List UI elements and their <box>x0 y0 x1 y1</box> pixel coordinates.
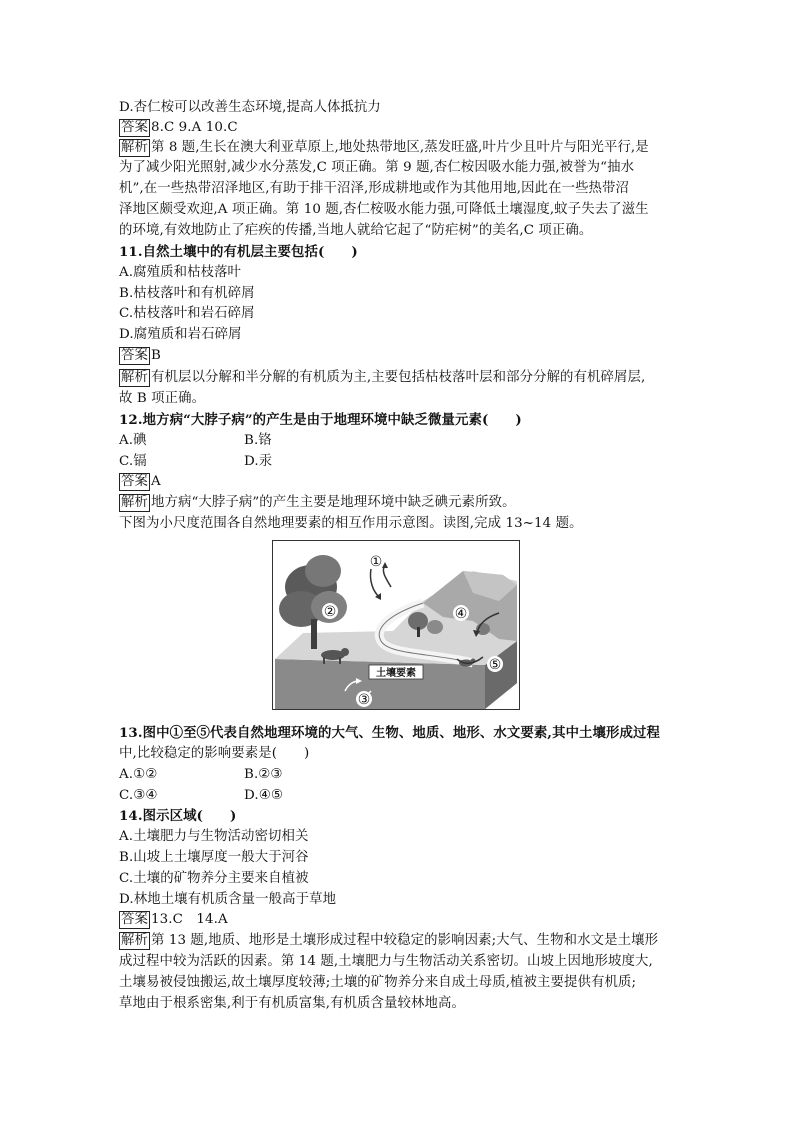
question-14-stem: 14.图示区域( ) <box>119 808 237 824</box>
question-11-stem: 11.自然土壤中的有机层主要包括( ) <box>119 244 358 260</box>
question-12-stem: 12.地方病“大脖子病”的产生是由于地理环境中缺乏微量元素( ) <box>119 412 522 428</box>
answer-13-14: 答案 13.C 14.A <box>121 912 228 927</box>
geo-elements-figure <box>272 540 520 710</box>
analysis-13-14-line-3: 土壤易被侵蚀搬运,故土壤厚度较薄;土壤的矿物养分来自成土母质,植被主要提供有机质; <box>119 975 637 990</box>
question-11-option-c: C.枯枝落叶和岩石碎屑 <box>119 306 255 321</box>
analysis-8-10-line-1: 解析 第 8 题,生长在澳大利亚草原上,地处热带地区,蒸发旺盛,叶片少且叶片与阳光平行,是 <box>121 140 649 155</box>
question-12-option-b: B.铬 <box>244 433 272 448</box>
marker-2: ② <box>323 604 337 620</box>
answer-text: 8.C 9.A 10.C <box>150 120 238 135</box>
analysis-11-line-1: 解析 有机层以分解和半分解的有机质为主,主要包括枯枝落叶层和部分分解的有机碎屑层, <box>121 370 646 385</box>
analysis-8-10-line-5: 的环境,有效地防止了疟疾的传播,当地人就给它起了“防疟树”的美名,C 项正确。 <box>119 223 593 238</box>
marker-5: ⑤ <box>488 657 502 673</box>
analysis-12: 解析 地方病“大脖子病”的产生主要是地理环境中缺乏碘元素所致。 <box>121 495 516 510</box>
analysis-tag: 解析 <box>121 495 148 510</box>
analysis-13-14-line-1: 解析 第 13 题,地质、地形是土壤形成过程中较稳定的影响因素;大气、生物和水文是土壤形 <box>121 933 659 948</box>
figure-intro: 下图为小尺度范围各自然地理要素的相互作用示意图。读图,完成 13~14 题。 <box>119 516 583 531</box>
answer-tag: 答案 <box>121 120 148 135</box>
prev-option-d: D.杏仁桉可以改善生态环境,提高人体抵抗力 <box>119 100 381 115</box>
answer-tag: 答案 <box>121 348 148 363</box>
question-11-option-a: A.腐殖质和枯枝落叶 <box>119 265 242 280</box>
marker-1: ① <box>369 554 383 570</box>
question-12-options-row-1 <box>119 431 679 451</box>
answer-tag: 答案 <box>121 474 148 489</box>
question-12-options-row-2 <box>119 452 679 472</box>
question-11-option-d: D.腐殖质和岩石碎屑 <box>119 327 242 342</box>
analysis-tag: 解析 <box>121 933 148 948</box>
landscape-illustration <box>273 541 519 709</box>
question-13-stem-line-1: 13.图中①至⑤代表自然地理环境的大气、生物、地质、地形、水文要素,其中土壤形成过程 <box>119 725 660 741</box>
question-13-option-a: A.①② <box>119 767 158 782</box>
answer-11: 答案 B <box>121 348 161 363</box>
question-13-option-b: B.②③ <box>244 767 283 782</box>
marker-3: ③ <box>357 692 371 708</box>
analysis-8-10-line-3: 机”,在一些热带沼泽地区,有助于排干沼泽,形成耕地或作为其他用地,因此在一些热带沼 <box>119 181 630 196</box>
question-13-option-c: C.③④ <box>119 788 158 803</box>
analysis-8-10-line-2: 为了减少阳光照射,减少水分蒸发,C 项正确。第 9 题,杏仁桉因吸水能力强,被誉为“抽水 <box>119 160 635 175</box>
question-12-option-d: D.汞 <box>244 454 273 469</box>
question-12-option-a: A.碘 <box>119 433 147 448</box>
analysis-tag: 解析 <box>121 370 148 385</box>
answer-8-10 <box>119 118 679 138</box>
answer-12: 答案 A <box>121 474 161 489</box>
question-11-option-b: B.枯枝落叶和有机碎屑 <box>119 286 255 301</box>
question-13-options-row-2 <box>119 786 679 806</box>
analysis-13-14-line-4: 草地由于根系密集,利于有机质富集,有机质含量较林地高。 <box>119 996 465 1011</box>
analysis-13-14-line-2: 成过程中较为活跃的因素。第 14 题,土壤肥力与生物活动关系密切。山坡上因地形坡度大, <box>119 954 653 969</box>
marker-4: ④ <box>454 606 468 622</box>
analysis-tag: 解析 <box>121 140 148 155</box>
question-13-stem-line-2: 中,比较稳定的影响要素是( ) <box>119 746 310 761</box>
answer-tag: 答案 <box>121 912 148 927</box>
question-14-option-d: D.林地土壤有机质含量一般高于草地 <box>119 892 337 907</box>
question-14-option-a: A.土壤肥力与生物活动密切相关 <box>119 829 309 844</box>
question-12-option-c: C.镉 <box>119 454 147 469</box>
question-13-option-d: D.④⑤ <box>244 788 283 803</box>
question-14-option-b: B.山坡上土壤厚度一般大于河谷 <box>119 850 309 865</box>
soil-label: 土壤要素 <box>376 668 416 679</box>
question-14-option-c: C.土壤的矿物养分主要来自植被 <box>119 871 309 886</box>
question-13-options-row-1 <box>119 765 679 785</box>
analysis-11-line-2: 故 B 项正确。 <box>119 391 206 406</box>
analysis-8-10-line-4: 泽地区颇受欢迎,A 项正确。第 10 题,杏仁桉吸水能力强,可降低土壤湿度,蚊子失去了滋生 <box>119 202 649 217</box>
